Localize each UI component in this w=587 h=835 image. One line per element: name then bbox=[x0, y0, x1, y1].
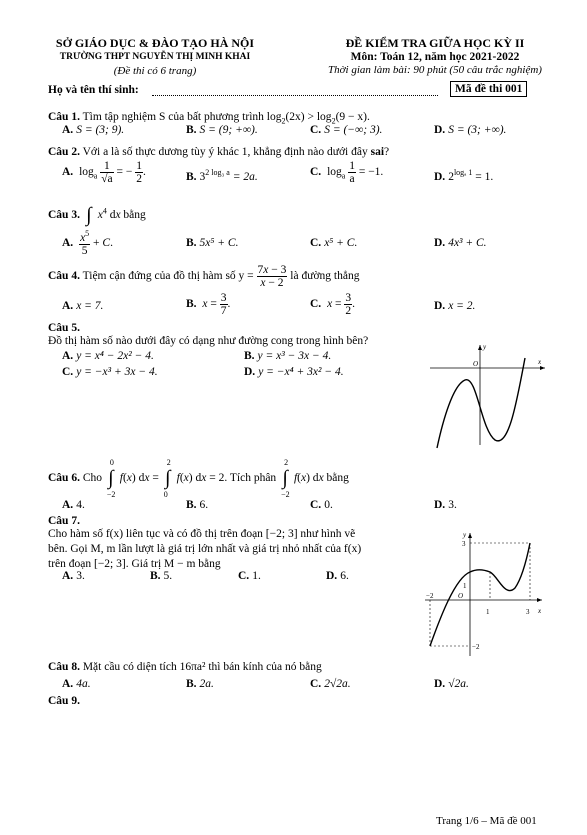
q3-option-a[interactable]: A. $\frac{x^5}{5}$ + C. bbox=[62, 229, 113, 257]
svg-text:x: x bbox=[538, 358, 542, 366]
q1-option-b[interactable]: B. S = (9; +∞). bbox=[186, 124, 258, 136]
svg-text:−2: −2 bbox=[426, 592, 434, 600]
svg-text:1: 1 bbox=[463, 582, 467, 590]
q8-option-b[interactable]: B. 2a. bbox=[186, 678, 214, 690]
question-7-line-2: bên. Gọi M, m lần lượt là giá trị lớn nhất và giá trị nhỏ nhất của f(x) bbox=[48, 543, 362, 555]
exam-time: Thời gian làm bài: 90 phút (50 câu trắc nghiệm) bbox=[328, 64, 542, 76]
svg-text:3: 3 bbox=[462, 540, 466, 548]
q6-option-d[interactable]: D. 3. bbox=[434, 499, 457, 511]
question-7-line-3: trên đoạn [−2; 3]. Giá trị M − m bằng bbox=[48, 558, 221, 570]
q7-option-c[interactable]: C. 1. bbox=[238, 570, 261, 582]
q8-option-c[interactable]: C. 2√2a. bbox=[310, 678, 351, 690]
q3-option-c[interactable]: C. x⁵ + C. bbox=[310, 237, 358, 249]
question-5-text: Đồ thị hàm số nào dưới đây có dạng như đường cong trong hình bên? bbox=[48, 335, 369, 347]
q5-option-a[interactable]: A. y = x⁴ − 2x² − 4. bbox=[62, 350, 154, 362]
page-count-note: (Đề thi có 6 trang) bbox=[113, 65, 197, 77]
q7-option-b[interactable]: B. 5. bbox=[150, 570, 173, 582]
question-4: Câu 4. Tiệm cận đứng của đồ thị hàm số y = $\frac{7x - 3}{x - 2}$ là đường thẳng bbox=[48, 264, 360, 290]
svg-text:x: x bbox=[538, 607, 542, 615]
q1-option-d[interactable]: D. S = (3; +∞). bbox=[434, 124, 507, 136]
q5-graph bbox=[425, 340, 555, 450]
page-footer: Trang 1/6 – Mã đề 001 bbox=[436, 815, 537, 827]
q3-option-d[interactable]: D. 4x³ + C. bbox=[434, 237, 487, 249]
q4-option-a[interactable]: A. x = 7. bbox=[62, 300, 104, 312]
q2-option-b[interactable]: B. $3^{2 log_3 a} = 2a$. bbox=[186, 168, 258, 183]
question-5-label: Câu 5. bbox=[48, 322, 80, 334]
q3-option-b[interactable]: B. 5x⁵ + C. bbox=[186, 237, 239, 249]
q7-graph bbox=[420, 528, 550, 658]
question-7-line-1: Cho hàm số f(x) liên tục và có đồ thị trên đoạn [−2; 3] như hình vẽ bbox=[48, 528, 356, 540]
svg-text:y: y bbox=[483, 343, 487, 351]
q1-option-c[interactable]: C. S = (−∞; 3). bbox=[310, 124, 383, 136]
question-1: Câu 1. Tìm tập nghiệm S của bất phương trình $\log_2(2x) > \log_2(9 - x)$. bbox=[48, 111, 370, 126]
exam-subject: Môn: Toán 12, năm học 2021-2022 bbox=[350, 51, 520, 63]
q4-option-b[interactable]: B. x = $\frac{3}{7}$ . bbox=[186, 292, 231, 318]
question-7-label: Câu 7. bbox=[48, 515, 80, 527]
department-name: SỞ GIÁO DỤC & ĐÀO TẠO HÀ NỘI bbox=[55, 36, 255, 50]
q6-option-a[interactable]: A. 4. bbox=[62, 499, 85, 511]
svg-text:O: O bbox=[458, 592, 464, 600]
question-6: Câu 6. Cho 0 ∫ −2 f(x) dx = 2 ∫ 0 f(x) dx = 2. Tích phân 2 ∫ −2 f(x) dx bằng bbox=[48, 458, 349, 499]
question-3: Câu 3. ∫ $x^4$ dx bằng bbox=[48, 204, 146, 226]
svg-text:1: 1 bbox=[486, 608, 490, 616]
q5-option-c[interactable]: C. y = −x³ + 3x − 4. bbox=[62, 366, 158, 378]
q1-option-a[interactable]: A. S = (3; 9). bbox=[62, 124, 125, 136]
q5-option-d[interactable]: D. y = −x⁴ + 3x² − 4. bbox=[244, 366, 344, 378]
question-9-label: Câu 9. bbox=[48, 695, 80, 707]
svg-text:3: 3 bbox=[526, 608, 530, 616]
q2-option-c[interactable]: C. $\log_a$ $\frac{1}{a}$ = −1. bbox=[310, 160, 384, 186]
q7-option-d[interactable]: D. 6. bbox=[326, 570, 349, 582]
q6-option-c[interactable]: C. 0. bbox=[310, 499, 333, 511]
q7-option-a[interactable]: A. 3. bbox=[62, 570, 85, 582]
svg-text:−2: −2 bbox=[472, 643, 480, 651]
student-name-label: Họ và tên thí sinh: bbox=[48, 84, 139, 96]
exam-title: ĐỀ KIỂM TRA GIỮA HỌC KỲ II bbox=[345, 36, 525, 50]
q5-option-b[interactable]: B. y = x³ − 3x − 4. bbox=[244, 350, 332, 362]
student-name-field[interactable] bbox=[152, 95, 438, 96]
q8-option-a[interactable]: A. 4a. bbox=[62, 678, 91, 690]
q2-option-d[interactable]: D. $2^{log_a 1} = 1$. bbox=[434, 168, 494, 183]
question-2: Câu 2. Với a là số thực dương tùy ý khác 1, khẳng định nào dưới đây sai? bbox=[48, 146, 390, 158]
svg-text:y: y bbox=[463, 531, 467, 539]
q8-option-d[interactable]: D. √2a. bbox=[434, 678, 469, 690]
q4-option-c[interactable]: C. x = $\frac{3}{2}$ . bbox=[310, 292, 356, 318]
integral-sign: ∫ bbox=[86, 204, 92, 226]
q4-option-d[interactable]: D. x = 2. bbox=[434, 300, 476, 312]
question-8: Câu 8. Mặt cầu có diện tích 16πa² thì bán kính của nó bằng bbox=[48, 661, 322, 673]
svg-text:O: O bbox=[473, 360, 479, 368]
question-label: Câu 1. bbox=[48, 111, 80, 123]
q2-option-a[interactable]: A. $\log_a$ $\frac{1}{√a}$ = − $\frac{1}{2}$ . bbox=[62, 160, 146, 186]
school-name: TRƯỜNG THPT NGUYỄN THỊ MINH KHAI bbox=[59, 52, 251, 62]
q6-option-b[interactable]: B. 6. bbox=[186, 499, 209, 511]
exam-code-box: Mã đề thi 001 bbox=[450, 81, 527, 97]
